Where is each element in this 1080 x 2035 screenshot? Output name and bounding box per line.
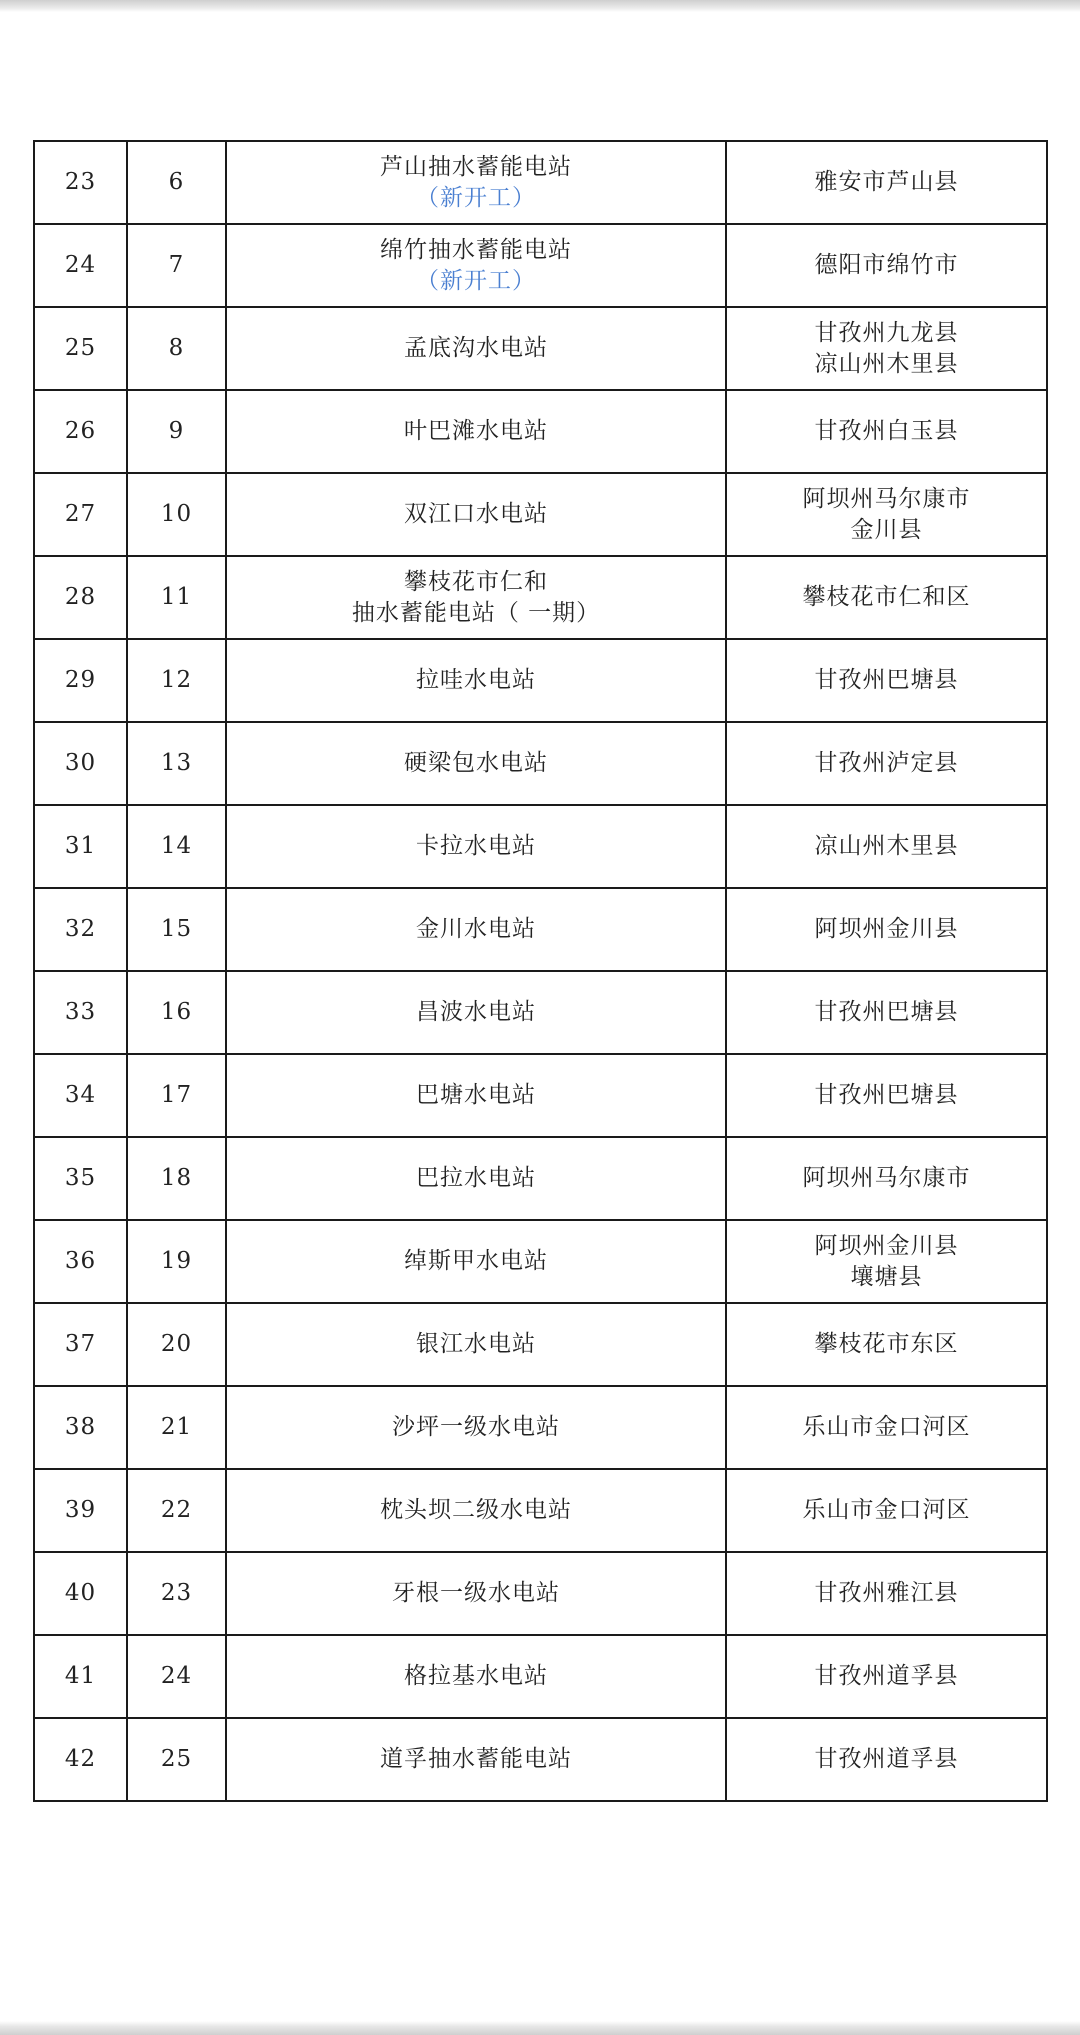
seq-cell: 30 [34, 722, 127, 805]
station-name-cell [226, 805, 726, 888]
station-name-cell [226, 1303, 726, 1386]
location-cell [726, 307, 1047, 390]
station-name-line: 牙根一级水电站 [392, 1580, 560, 1606]
table-row [34, 473, 1047, 556]
bottom-shadow-strip [0, 2021, 1080, 2035]
table-row [34, 307, 1047, 390]
new-start-tag: （新开工） [416, 267, 536, 294]
location-cell [726, 556, 1047, 639]
seq-cell: 36 [34, 1220, 127, 1303]
location-line: 阿坝州金川县 [814, 916, 959, 942]
seq-cell: 26 [34, 390, 127, 473]
location-line: 德阳市绵竹市 [814, 252, 959, 278]
location-line: 壤塘县 [850, 1263, 923, 1290]
station-name-line: 金川水电站 [416, 916, 536, 942]
table-row [34, 1469, 1047, 1552]
station-name-cell [226, 390, 726, 473]
station-name-line: 绰斯甲水电站 [404, 1248, 548, 1274]
seq-cell: 27 [34, 473, 127, 556]
table-row [34, 1220, 1047, 1303]
table-row [34, 888, 1047, 971]
seq-cell: 28 [34, 556, 127, 639]
location-cell [726, 141, 1047, 224]
station-name-cell [226, 224, 726, 307]
seq-cell: 24 [34, 224, 127, 307]
station-name-cell [226, 473, 726, 556]
location-line: 阿坝州马尔康市 [802, 485, 971, 512]
station-name-line: 卡拉水电站 [416, 833, 536, 859]
location-cell [726, 805, 1047, 888]
table-row [34, 390, 1047, 473]
sub-seq-cell: 14 [127, 805, 226, 888]
location-line: 甘孜州白玉县 [814, 418, 959, 444]
location-cell [726, 1137, 1047, 1220]
table-row [34, 1718, 1047, 1801]
station-name-cell [226, 722, 726, 805]
location-cell [726, 1220, 1047, 1303]
table-row [34, 1137, 1047, 1220]
station-name-line: 叶巴滩水电站 [404, 418, 548, 444]
seq-cell: 31 [34, 805, 127, 888]
station-name-line: 沙坪一级水电站 [392, 1414, 560, 1440]
location-cell [726, 639, 1047, 722]
location-line: 甘孜州九龙县 [814, 319, 959, 346]
location-cell [726, 722, 1047, 805]
sub-seq-cell: 9 [127, 390, 226, 473]
table-row [34, 971, 1047, 1054]
station-name-cell [226, 307, 726, 390]
station-name-cell [226, 1635, 726, 1718]
location-cell [726, 971, 1047, 1054]
sub-seq-cell: 21 [127, 1386, 226, 1469]
sub-seq-cell: 24 [127, 1635, 226, 1718]
sub-seq-cell: 8 [127, 307, 226, 390]
table-row [34, 722, 1047, 805]
table-row [34, 224, 1047, 307]
top-shadow-strip [0, 0, 1080, 12]
station-name-line: 道孚抽水蓄能电站 [380, 1746, 572, 1772]
station-name-line: 孟底沟水电站 [404, 335, 548, 361]
sub-seq-cell: 23 [127, 1552, 226, 1635]
station-name-line: 格拉基水电站 [404, 1663, 548, 1689]
station-name-cell [226, 1469, 726, 1552]
table-row [34, 1552, 1047, 1635]
station-name-cell [226, 141, 726, 224]
table-row [34, 1054, 1047, 1137]
table-body [34, 141, 1047, 1801]
station-name-cell [226, 971, 726, 1054]
seq-cell: 40 [34, 1552, 127, 1635]
location-cell [726, 390, 1047, 473]
table-row [34, 556, 1047, 639]
location-cell [726, 473, 1047, 556]
sub-seq-cell: 19 [127, 1220, 226, 1303]
location-cell [726, 224, 1047, 307]
sub-seq-cell: 15 [127, 888, 226, 971]
station-name-line: 硬梁包水电站 [404, 750, 548, 776]
location-line: 凉山州木里县 [814, 350, 959, 377]
sub-seq-cell: 17 [127, 1054, 226, 1137]
station-name-cell [226, 639, 726, 722]
seq-cell: 23 [34, 141, 127, 224]
location-line: 甘孜州泸定县 [814, 750, 959, 776]
location-cell [726, 1386, 1047, 1469]
location-line: 甘孜州巴塘县 [814, 1082, 959, 1108]
station-name-line: 双江口水电站 [404, 501, 548, 527]
seq-cell: 39 [34, 1469, 127, 1552]
station-name-cell [226, 1054, 726, 1137]
sub-seq-cell: 25 [127, 1718, 226, 1801]
sub-seq-cell: 13 [127, 722, 226, 805]
location-line: 凉山州木里县 [814, 833, 959, 859]
station-name-line: 绵竹抽水蓄能电站 [380, 236, 572, 263]
station-name-cell [226, 556, 726, 639]
seq-cell: 29 [34, 639, 127, 722]
seq-cell: 41 [34, 1635, 127, 1718]
table-row [34, 1635, 1047, 1718]
location-cell [726, 1552, 1047, 1635]
station-name-cell [226, 1552, 726, 1635]
table-row [34, 639, 1047, 722]
seq-cell: 34 [34, 1054, 127, 1137]
seq-cell: 37 [34, 1303, 127, 1386]
sub-seq-cell: 20 [127, 1303, 226, 1386]
station-name-cell [226, 1718, 726, 1801]
table-row [34, 1303, 1047, 1386]
station-name-cell [226, 888, 726, 971]
station-name-line: 昌波水电站 [416, 999, 536, 1025]
station-name-line: 巴拉水电站 [416, 1165, 536, 1191]
location-line: 金川县 [850, 516, 923, 543]
location-cell [726, 1054, 1047, 1137]
station-name-cell [226, 1220, 726, 1303]
seq-cell: 35 [34, 1137, 127, 1220]
location-line: 雅安市芦山县 [814, 169, 959, 195]
sub-seq-cell: 11 [127, 556, 226, 639]
sub-seq-cell: 22 [127, 1469, 226, 1552]
station-name-cell [226, 1137, 726, 1220]
location-line: 甘孜州巴塘县 [814, 667, 959, 693]
location-cell [726, 1718, 1047, 1801]
location-cell [726, 1469, 1047, 1552]
seq-cell: 33 [34, 971, 127, 1054]
station-name-line: 巴塘水电站 [416, 1082, 536, 1108]
seq-cell: 32 [34, 888, 127, 971]
sub-seq-cell: 16 [127, 971, 226, 1054]
location-line: 阿坝州金川县 [814, 1232, 959, 1259]
seq-cell: 25 [34, 307, 127, 390]
location-line: 甘孜州雅江县 [814, 1580, 959, 1606]
location-line: 攀枝花市仁和区 [802, 584, 971, 610]
table-row [34, 1386, 1047, 1469]
table-row [34, 141, 1047, 224]
table-row [34, 805, 1047, 888]
sub-seq-cell: 12 [127, 639, 226, 722]
seq-cell: 42 [34, 1718, 127, 1801]
station-name-line: 枕头坝二级水电站 [380, 1497, 572, 1523]
station-name-cell [226, 1386, 726, 1469]
location-cell [726, 1635, 1047, 1718]
seq-cell: 38 [34, 1386, 127, 1469]
location-line: 乐山市金口河区 [802, 1414, 971, 1440]
sub-seq-cell: 18 [127, 1137, 226, 1220]
sub-seq-cell: 6 [127, 141, 226, 224]
location-line: 甘孜州巴塘县 [814, 999, 959, 1025]
location-line: 乐山市金口河区 [802, 1497, 971, 1523]
sub-seq-cell: 7 [127, 224, 226, 307]
power-station-table [33, 140, 1048, 1802]
station-name-line: 攀枝花市仁和 [404, 568, 548, 595]
new-start-tag: （新开工） [416, 184, 536, 211]
sub-seq-cell: 10 [127, 473, 226, 556]
location-cell [726, 888, 1047, 971]
location-cell [726, 1303, 1047, 1386]
station-name-line: 芦山抽水蓄能电站 [380, 153, 572, 180]
location-line: 甘孜州道孚县 [814, 1663, 959, 1689]
station-name-line: 银江水电站 [416, 1331, 536, 1357]
location-line: 甘孜州道孚县 [814, 1746, 959, 1772]
location-line: 攀枝花市东区 [814, 1331, 959, 1357]
location-line: 阿坝州马尔康市 [802, 1165, 971, 1191]
station-name-line: 拉哇水电站 [416, 667, 536, 693]
station-name-line: 抽水蓄能电站（ 一期） [351, 599, 601, 626]
